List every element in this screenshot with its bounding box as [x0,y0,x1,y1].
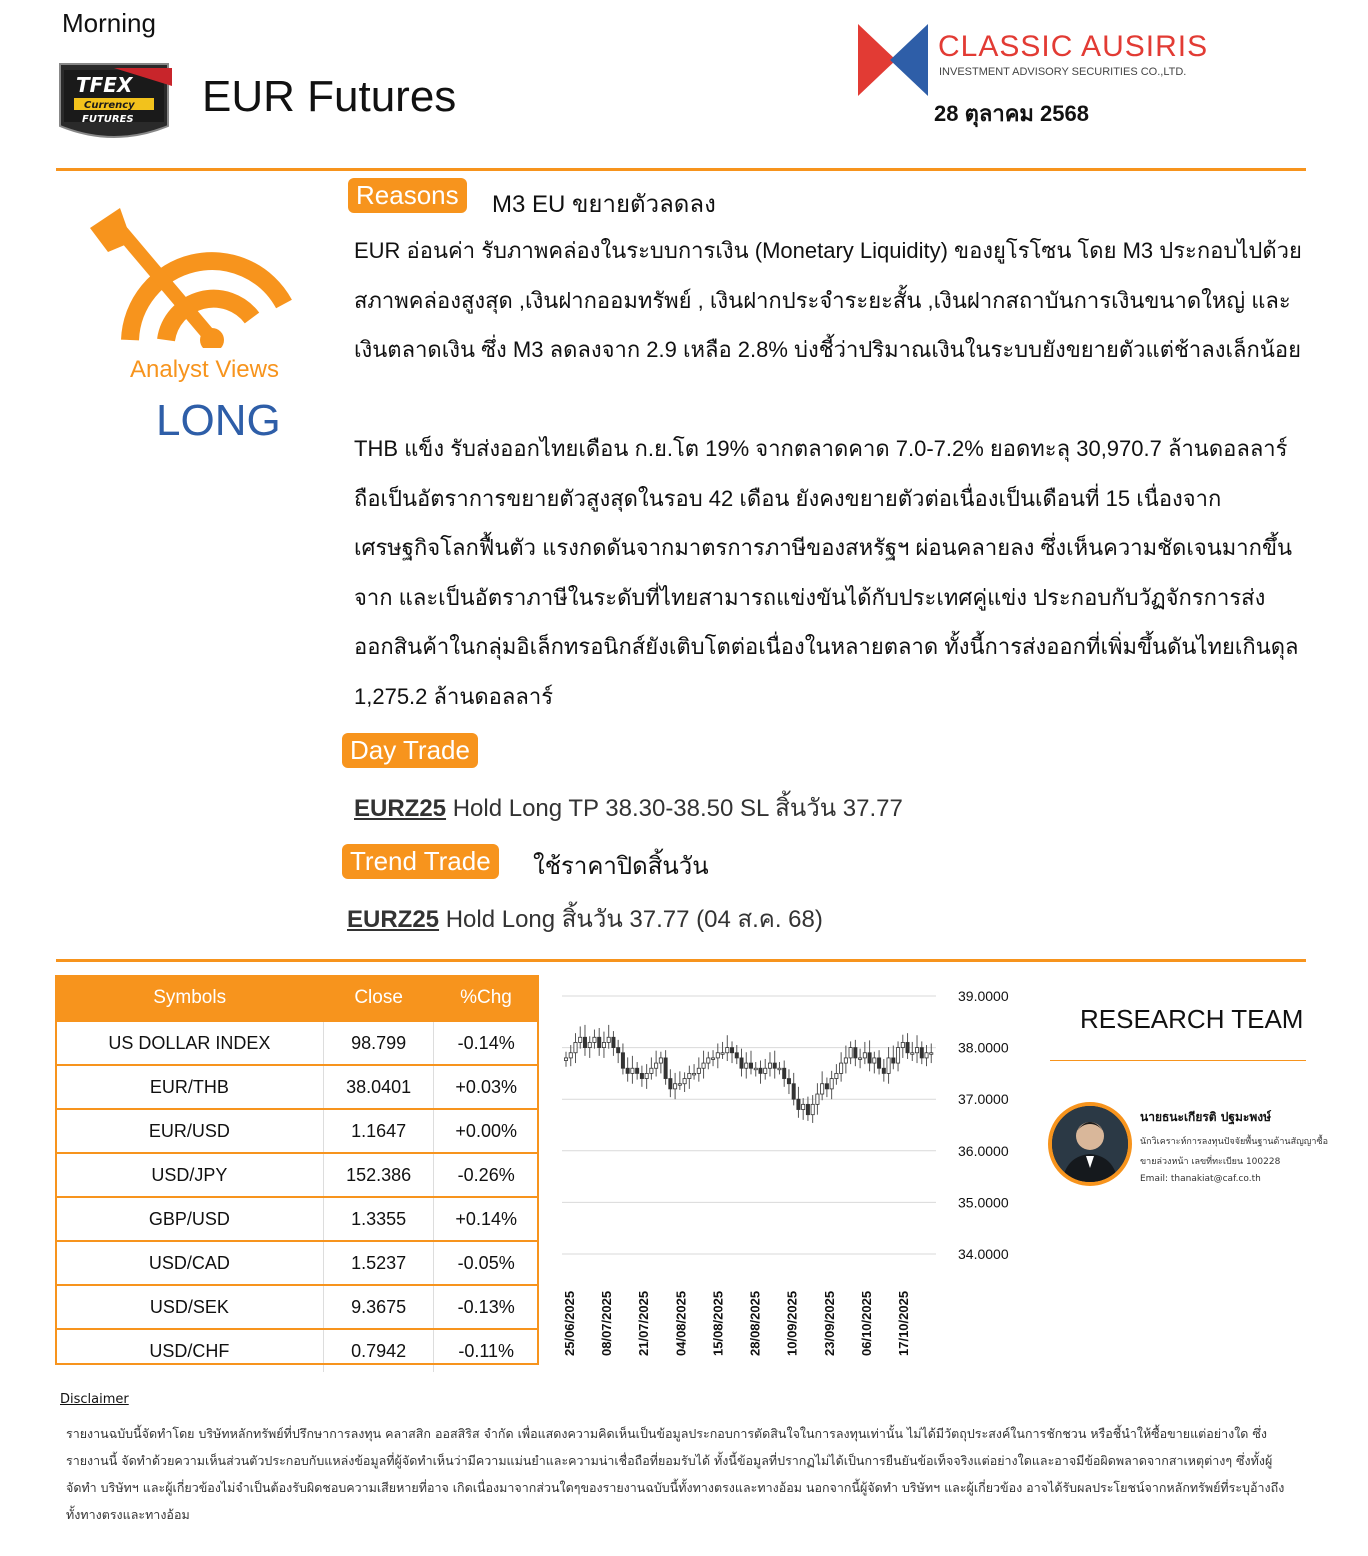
candle-body [811,1104,814,1114]
chg-cell: +0.00% [434,1109,538,1153]
x-tick-label: 17/10/2025 [896,1290,911,1356]
chg-cell: +0.03% [434,1065,538,1109]
candle-body [602,1042,605,1047]
candle-body [569,1053,572,1058]
logo-line3: FUTURES [82,114,134,125]
analyst-avatar [1048,1102,1132,1186]
symbol-cell: EUR/THB [56,1065,323,1109]
candle-body [640,1073,643,1078]
candle-body [740,1058,743,1068]
trend-trade-note: ใช้ราคาปิดสิ้นวัน [533,853,709,880]
candle-body [768,1063,771,1068]
reasons-tag: Reasons [348,178,467,213]
candle-body [707,1058,710,1063]
candle-body [887,1058,890,1073]
trend-trade-symbol: EURZ25 [347,906,440,933]
analyst-view-value: LONG [156,396,281,445]
chg-cell: -0.14% [434,1021,538,1065]
company-subtitle: INVESTMENT ADVISORY SECURITIES CO.,LTD. [939,66,1187,78]
candle-body [645,1073,648,1078]
candle-body [730,1048,733,1053]
candle-body [901,1042,904,1047]
x-tick-label: 08/07/2025 [599,1290,615,1356]
candle-body [849,1048,852,1058]
logo-line2: Currency [84,100,135,111]
close-cell: 0.7942 [323,1329,434,1372]
x-tick-label: 21/07/2025 [636,1290,652,1356]
candle-body [930,1053,933,1055]
y-tick-label: 36.0000 [958,1142,1009,1159]
chg-cell: -0.26% [434,1153,538,1197]
company-logo-mark [858,24,928,96]
candle-body [859,1058,862,1060]
y-tick-label: 39.0000 [958,988,1009,1004]
close-cell: 38.0401 [323,1065,434,1109]
candle-body [783,1068,786,1078]
x-tick-label: 15/08/2025 [710,1290,726,1356]
candle-body [877,1058,880,1068]
candle-body [674,1084,677,1089]
chart-x-axis [562,1291,911,1356]
divider-middle [56,959,1306,962]
divider-top [56,168,1306,171]
trend-trade-text: Hold Long สิ้นวัน 37.77 (04 ส.ค. 68) [439,906,823,933]
x-tick-label: 28/08/2025 [747,1290,763,1356]
y-tick-label: 35.0000 [958,1194,1009,1211]
tfex-currency-logo [54,62,174,144]
candle-body [716,1053,719,1058]
candle-body [749,1063,752,1068]
analyst-title: นักวิเคราะห์การลงทุนปัจจัยพื้นฐานด้านสัญญาซื้อ [1140,1137,1328,1147]
close-cell: 1.1647 [323,1109,434,1153]
candle-body [688,1073,691,1078]
y-tick-label: 38.0000 [958,1039,1009,1056]
candle-body [711,1058,714,1060]
candle-body [925,1053,928,1058]
candle-body [759,1068,762,1073]
candle-body [906,1042,909,1052]
x-tick-label: 06/10/2025 [858,1290,874,1356]
candle-body [840,1063,843,1073]
candle-body [631,1068,634,1073]
person-icon [1052,1106,1128,1182]
close-cell: 1.5237 [323,1241,434,1285]
chart-y-axis [958,988,1009,1262]
disclaimer-text: รายงานฉบับนี้จัดทำโดย บริษัทหลักทรัพย์ที่ปรึกษาการลงทุน คลาสสิก ออสสิริส จำกัด เพื่อแสดงความคิดเห็นเป็นข้อมูลประกอบการตัดสินใจในการลงทุนเท่านั้น ไม่ได้มีวัตถุประสงค์ในการชักชวน หรือชี้นำให้ซื้อขายแต่อย่างใด ซึ่งรายงานนี้ จัดทำด้วยความเห็นส่วนตัวประกอบกับแหล่งข้อมูลที่ผู้จัดทำเห็นว่ามีความแม่นยำและความน่าเชื่อถือที่ยอมรับได้ ทั้งนี้ข้อมูลที่ปรากฏไม่ได้เป็นการยืนยันข้อเท็จจริงแต่อย่างใดและอาจมีข้อผิดพลาดจากสาเหตุต่างๆ ซึ่งทั้งผู้จัดทำ บริษัทฯ และผู้เกี่ยวข้องไม่จำเป็นต้องรับผิดชอบความเสียหายที่อาจ เกิดเนื่องมาจากส่วนใดๆของรายงานฉบับนี้ทั้งทางตรงและทางอ้อม นอกจากนี้ผู้จัดทำ บริษัทฯ และผู้เกี่ยวข้อง อาจได้รับผลประโยชน์จากหลักทรัพย์ที่ระบุอ้างถึงทั้งทางตรงและทางอ้อม [66,1426,1285,1522]
candle-body [802,1104,805,1109]
candle-body [726,1048,729,1053]
x-tick-label: 04/08/2025 [673,1290,689,1356]
analyst-views-label: Analyst Views [130,356,279,383]
research-divider [1050,1060,1306,1061]
candle-body [697,1068,700,1073]
candle-body [797,1099,800,1109]
candle-body [579,1037,582,1042]
col-header-close: Close [323,976,434,1021]
candle-body [844,1058,847,1063]
candle-body [683,1079,686,1084]
candle-body [564,1058,567,1061]
chg-cell: -0.11% [434,1329,538,1372]
candle-body [787,1079,790,1084]
trend-trade-line [347,899,823,938]
edition-label: Morning [62,8,156,38]
candle-body [721,1053,724,1055]
candle-body [920,1048,923,1058]
day-trade-tag: Day Trade [342,733,478,768]
close-cell: 9.3675 [323,1285,434,1329]
candle-body [825,1084,828,1089]
y-tick-label: 34.0000 [958,1246,1009,1262]
candle-body [574,1042,577,1052]
candle-body [650,1068,653,1073]
candle-body [806,1104,809,1114]
symbol-cell: EUR/USD [56,1109,323,1153]
reasons-headline: M3 EU ขยายตัวลดลง [492,191,716,218]
candle-body [773,1063,776,1068]
candle-body [636,1068,639,1073]
eurthb-price-chart [548,980,1028,1370]
candle-body [892,1058,895,1063]
day-trade-symbol: EURZ25 [354,795,447,822]
col-header-chg: %Chg [434,976,538,1021]
candle-body [607,1037,610,1042]
day-trade-text: Hold Long TP 38.30-38.50 SL สิ้นวัน 37.77 [446,795,903,822]
candle-body [873,1058,876,1063]
candle-body [692,1073,695,1075]
report-date: 28 ตุลาคม 2568 [934,101,1089,126]
analyst-name: นายธนะเกียรติ ปฐมะพงษ์ [1140,1110,1272,1124]
candle-body [655,1063,658,1068]
candle-body [735,1053,738,1058]
candle-body [664,1058,667,1079]
trend-trade-tag: Trend Trade [342,844,499,879]
candle-body [911,1053,914,1055]
candle-body [896,1048,899,1063]
candle-body [778,1068,781,1070]
candle-body [702,1063,705,1068]
disclaimer-heading: Disclaimer [60,1392,129,1407]
reasons-paragraph-1: EUR อ่อนค่า รับภาพคล่องในระบบการเงิน (Monetary Liquidity) ของยูโรโซน โดย M3 ประกอบไปด้วย สภาพคล่องสูงสุด ,เงินฝากออมทรัพย์ , เงินฝากประจำระยะสั้น ,เงินฝากสถาบันการเงินขนาดใหญ่ และเงินตลาดเงิน ซึ่ง M3 ลดลงจาก 2.9 เหลือ 2.8% บ่งชี้ว่าปริมาณเงินในระบบยังขยายตัวแต่ช้าลงเล็กน้อย [354,238,1302,362]
x-tick-label: 10/09/2025 [784,1290,800,1356]
candle-body [598,1037,601,1047]
y-tick-label: 37.0000 [958,1091,1009,1108]
symbol-cell: USD/CAD [56,1241,323,1285]
candle-body [593,1037,596,1042]
chart-candles [564,1025,932,1123]
quotes-table-frame [55,975,539,1365]
candle-body [621,1053,624,1068]
analyst-email: Email: thanakiat@caf.co.th [1140,1174,1261,1184]
chg-cell: -0.05% [434,1241,538,1285]
candle-body [754,1068,757,1070]
col-header-symbols: Symbols [56,976,323,1021]
candle-body [816,1094,819,1104]
candle-body [626,1068,629,1073]
close-cell: 1.3355 [323,1197,434,1241]
chg-cell: -0.13% [434,1285,538,1329]
x-tick-label: 25/06/2025 [562,1290,577,1356]
candle-body [868,1053,871,1063]
candle-body [659,1058,662,1063]
candle-body [915,1048,918,1053]
logo-line1: TFEX [76,73,133,97]
candle-body [669,1079,672,1089]
close-cell: 152.386 [323,1153,434,1197]
analyst-license: ขายล่วงหน้า เลขที่ทะเบียน 100228 [1140,1157,1281,1167]
symbol-cell: USD/SEK [56,1285,323,1329]
candle-body [588,1042,591,1047]
candle-body [821,1084,824,1094]
candle-body [612,1037,615,1047]
reasons-paragraph-2: THB แข็ง รับส่งออกไทยเดือน ก.ย.โต 19% จากตลาดคาด 7.0-7.2% ยอดทะลุ 30,970.7 ล้านดอลลาร์ ถือเป็นอัตราการขยายตัวสูงสุดในรอบ 42 เดือน ยังคงขยายตัวต่อเนื่องเป็นเดือนที่ 15 เนื่องจากเศรษฐกิจโลกฟื้นตัว แรงกดดันจากมาตรการภาษีของสหรัฐฯ ผ่อนคลายลง ซึ่งเห็นความชัดเจนมากขึ้นจาก และเป็นอัตราภาษีในระดับที่ไทยสามารถแข่งขันได้กับประเทศคู่แข่ง ประกอบกับวัฏจักรการส่งออกสินค้าในกลุ่มอิเล็กทรอนิกส์ยังเติบโตต่อเนื่องในหลายตลาด ทั้งนี้การส่งออกที่เพิ่มขึ้นดันไทยเกินดุล 1,275.2 ล้านดอลลาร์ [354,436,1299,709]
chart-grid [562,996,936,1254]
symbol-cell: USD/JPY [56,1153,323,1197]
symbol-cell: GBP/USD [56,1197,323,1241]
research-team-title: RESEARCH TEAM [1080,1004,1304,1034]
candle-body [830,1079,833,1089]
symbol-cell: US DOLLAR INDEX [56,1021,323,1065]
day-trade-line [354,788,903,827]
chg-cell: +0.14% [434,1197,538,1241]
candle-body [854,1048,857,1058]
target-arrow-icon [84,208,300,348]
close-cell: 98.799 [323,1021,434,1065]
candle-body [745,1063,748,1068]
candle-body [617,1048,620,1053]
candle-body [678,1084,681,1086]
candle-body [764,1068,767,1073]
page-title: EUR Futures [202,72,457,121]
candle-body [835,1073,838,1078]
x-tick-label: 23/09/2025 [821,1290,837,1356]
candle-body [792,1084,795,1099]
company-name: CLASSIC AUSIRIS [938,30,1209,63]
candle-body [882,1068,885,1073]
symbol-cell: USD/CHF [56,1329,323,1372]
candle-body [863,1053,866,1058]
candle-body [583,1037,586,1047]
